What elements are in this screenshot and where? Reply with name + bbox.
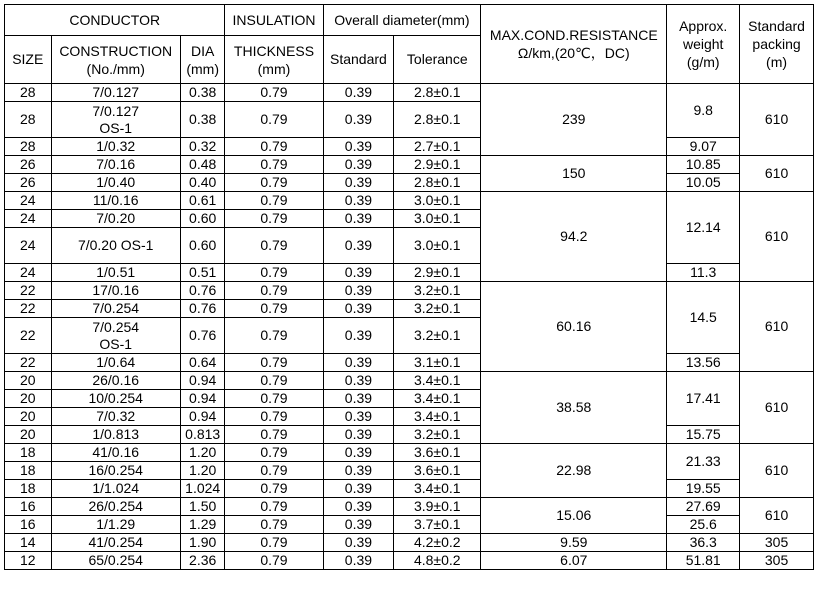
- size-cell: 20: [5, 372, 52, 390]
- thickness-cell: 0.79: [225, 480, 323, 498]
- tolerance-cell: 3.4±0.1: [394, 480, 481, 498]
- dia-cell: 1.20: [180, 462, 225, 480]
- size-cell: 18: [5, 480, 52, 498]
- dia-cell: 2.36: [180, 552, 225, 570]
- tolerance-cell: 3.7±0.1: [394, 516, 481, 534]
- standard-cell: 0.39: [323, 480, 394, 498]
- table-row: [5, 84, 814, 102]
- table-row: [5, 174, 814, 192]
- header-weight-line1: Approx.: [679, 18, 728, 34]
- construction-cell: 10/0.254: [51, 390, 180, 408]
- header-dia: [180, 36, 225, 84]
- header-standard: Standard: [323, 36, 394, 84]
- construction-cell: [51, 102, 180, 138]
- construction-cell: 41/0.16: [51, 444, 180, 462]
- size-cell: 24: [5, 192, 52, 210]
- weight-cell: 25.6: [667, 516, 740, 534]
- resistance-cell: 9.59: [481, 534, 667, 552]
- dia-cell: 0.60: [180, 228, 225, 264]
- standard-cell: 0.39: [323, 210, 394, 228]
- header-overall-diameter: Overall diameter(mm): [323, 5, 481, 36]
- dia-cell: 0.61: [180, 192, 225, 210]
- construction-cell: 17/0.16: [51, 282, 180, 300]
- header-packing: [740, 5, 814, 84]
- size-cell: 24: [5, 264, 52, 282]
- tolerance-cell: 2.8±0.1: [394, 102, 481, 138]
- header-tolerance: Tolerance: [394, 36, 481, 84]
- packing-cell: 610: [740, 444, 814, 498]
- standard-cell: 0.39: [323, 264, 394, 282]
- header-dia-line1: DIA: [191, 42, 215, 59]
- tolerance-cell: 3.4±0.1: [394, 390, 481, 408]
- standard-cell: 0.39: [323, 282, 394, 300]
- construction-line1: 7/0.127: [92, 102, 140, 119]
- packing-cell: 610: [740, 498, 814, 534]
- header-construction: [51, 36, 180, 84]
- weight-cell: 10.05: [667, 174, 740, 192]
- standard-cell: 0.39: [323, 318, 394, 354]
- size-cell: 28: [5, 84, 52, 102]
- dia-cell: 1.90: [180, 534, 225, 552]
- resistance-cell: 15.06: [481, 498, 667, 534]
- tolerance-cell: 3.2±0.1: [394, 318, 481, 354]
- thickness-cell: 0.79: [225, 372, 323, 390]
- thickness-cell: 0.79: [225, 264, 323, 282]
- tolerance-cell: 3.6±0.1: [394, 444, 481, 462]
- thickness-cell: 0.79: [225, 534, 323, 552]
- dia-cell: 0.94: [180, 372, 225, 390]
- size-cell: 28: [5, 102, 52, 138]
- size-cell: 20: [5, 408, 52, 426]
- tolerance-cell: 3.4±0.1: [394, 372, 481, 390]
- header-weight-line2: weight: [682, 36, 724, 52]
- dia-cell: 1.024: [180, 480, 225, 498]
- construction-cell: [51, 318, 180, 354]
- dia-cell: 0.48: [180, 156, 225, 174]
- size-cell: 20: [5, 390, 52, 408]
- tolerance-cell: 2.8±0.1: [394, 174, 481, 192]
- size-cell: 16: [5, 516, 52, 534]
- standard-cell: 0.39: [323, 228, 394, 264]
- tolerance-cell: 3.0±0.1: [394, 210, 481, 228]
- size-cell: 22: [5, 282, 52, 300]
- table-row: [5, 534, 814, 552]
- header-weight: [667, 5, 740, 84]
- dia-cell: 0.40: [180, 174, 225, 192]
- weight-cell: 13.56: [667, 354, 740, 372]
- thickness-cell: 0.79: [225, 462, 323, 480]
- tolerance-cell: 3.9±0.1: [394, 498, 481, 516]
- tolerance-cell: 4.8±0.2: [394, 552, 481, 570]
- standard-cell: 0.39: [323, 300, 394, 318]
- construction-cell: 41/0.254: [51, 534, 180, 552]
- header-thickness-line1: THICKNESS: [233, 42, 315, 59]
- size-cell: 26: [5, 174, 52, 192]
- wire-spec-table: [4, 4, 814, 570]
- size-cell: 18: [5, 444, 52, 462]
- table-row: [5, 552, 814, 570]
- weight-cell: 17.41: [667, 372, 740, 426]
- weight-cell: 9.8: [667, 84, 740, 138]
- table-row: [5, 156, 814, 174]
- tolerance-cell: 3.0±0.1: [394, 228, 481, 264]
- weight-cell: 10.85: [667, 156, 740, 174]
- thickness-cell: 0.79: [225, 192, 323, 210]
- table-row: [5, 138, 814, 156]
- construction-cell: 1/0.32: [51, 138, 180, 156]
- header-packing-line2: packing: [752, 36, 801, 52]
- construction-cell: 65/0.254: [51, 552, 180, 570]
- header-conductor: CONDUCTOR: [5, 5, 225, 36]
- construction-cell: 7/0.20 OS-1: [51, 228, 180, 264]
- construction-cell: 1/1.29: [51, 516, 180, 534]
- construction-line2: OS-1: [99, 119, 133, 136]
- header-resistance-line1: MAX.COND.RESISTANCE: [489, 27, 658, 43]
- standard-cell: 0.39: [323, 534, 394, 552]
- thickness-cell: 0.79: [225, 228, 323, 264]
- construction-line2: OS-1: [99, 335, 133, 352]
- header-resistance: [481, 5, 667, 84]
- size-cell: 12: [5, 552, 52, 570]
- header-thickness-line2: (mm): [257, 60, 291, 77]
- thickness-cell: 0.79: [225, 552, 323, 570]
- dia-cell: 1.29: [180, 516, 225, 534]
- header-construction-line1: CONSTRUCTION: [59, 42, 173, 59]
- dia-cell: 1.20: [180, 444, 225, 462]
- resistance-cell: 6.07: [481, 552, 667, 570]
- construction-cell: 7/0.254: [51, 300, 180, 318]
- header-packing-line1: Standard: [748, 18, 805, 34]
- standard-cell: 0.39: [323, 192, 394, 210]
- weight-cell: 15.75: [667, 426, 740, 444]
- header-resistance-line2: Ω/km,(20℃，DC): [517, 45, 630, 61]
- size-cell: 28: [5, 138, 52, 156]
- thickness-cell: 0.79: [225, 174, 323, 192]
- dia-cell: 0.64: [180, 354, 225, 372]
- thickness-cell: 0.79: [225, 156, 323, 174]
- standard-cell: 0.39: [323, 408, 394, 426]
- dia-cell: 0.60: [180, 210, 225, 228]
- tolerance-cell: 3.2±0.1: [394, 426, 481, 444]
- standard-cell: 0.39: [323, 516, 394, 534]
- table-row: [5, 372, 814, 390]
- packing-cell: 610: [740, 84, 814, 156]
- standard-cell: 0.39: [323, 444, 394, 462]
- header-dia-line2: (mm): [186, 60, 219, 77]
- construction-cell: 26/0.16: [51, 372, 180, 390]
- table-row: [5, 444, 814, 462]
- size-cell: 24: [5, 210, 52, 228]
- dia-cell: 0.76: [180, 300, 225, 318]
- weight-cell: 51.81: [667, 552, 740, 570]
- resistance-cell: 94.2: [481, 192, 667, 282]
- construction-cell: 11/0.16: [51, 192, 180, 210]
- thickness-cell: 0.79: [225, 408, 323, 426]
- dia-cell: 0.51: [180, 264, 225, 282]
- table-row: [5, 498, 814, 516]
- dia-cell: 0.38: [180, 102, 225, 138]
- weight-cell: 27.69: [667, 498, 740, 516]
- weight-cell: 12.14: [667, 192, 740, 264]
- thickness-cell: 0.79: [225, 102, 323, 138]
- tolerance-cell: 3.2±0.1: [394, 282, 481, 300]
- thickness-cell: 0.79: [225, 498, 323, 516]
- header-packing-line3: (m): [766, 54, 788, 70]
- header-construction-line2: (No./mm): [86, 60, 145, 77]
- standard-cell: 0.39: [323, 354, 394, 372]
- thickness-cell: 0.79: [225, 84, 323, 102]
- dia-cell: 0.76: [180, 282, 225, 300]
- construction-cell: 7/0.20: [51, 210, 180, 228]
- resistance-cell: 150: [481, 156, 667, 192]
- construction-cell: 7/0.127: [51, 84, 180, 102]
- construction-line1: 7/0.254: [92, 318, 140, 335]
- tolerance-cell: 3.4±0.1: [394, 408, 481, 426]
- header-thickness: [225, 36, 323, 84]
- standard-cell: 0.39: [323, 138, 394, 156]
- dia-cell: 0.813: [180, 426, 225, 444]
- construction-cell: 16/0.254: [51, 462, 180, 480]
- tolerance-cell: 4.2±0.2: [394, 534, 481, 552]
- tolerance-cell: 3.6±0.1: [394, 462, 481, 480]
- size-cell: 22: [5, 354, 52, 372]
- resistance-cell: 60.16: [481, 282, 667, 372]
- table-row: [5, 192, 814, 210]
- thickness-cell: 0.79: [225, 354, 323, 372]
- table-row: [5, 516, 814, 534]
- standard-cell: 0.39: [323, 156, 394, 174]
- weight-cell: 19.55: [667, 480, 740, 498]
- dia-cell: 0.32: [180, 138, 225, 156]
- construction-cell: 7/0.16: [51, 156, 180, 174]
- table-row: [5, 282, 814, 300]
- dia-cell: 0.94: [180, 408, 225, 426]
- thickness-cell: 0.79: [225, 426, 323, 444]
- thickness-cell: 0.79: [225, 282, 323, 300]
- size-cell: 20: [5, 426, 52, 444]
- construction-cell: 7/0.32: [51, 408, 180, 426]
- thickness-cell: 0.79: [225, 138, 323, 156]
- tolerance-cell: 2.7±0.1: [394, 138, 481, 156]
- packing-cell: 610: [740, 156, 814, 192]
- packing-cell: 305: [740, 534, 814, 552]
- construction-cell: 1/1.024: [51, 480, 180, 498]
- weight-cell: 14.5: [667, 282, 740, 354]
- construction-cell: 1/0.40: [51, 174, 180, 192]
- packing-cell: 610: [740, 372, 814, 444]
- header-insulation: INSULATION: [225, 5, 323, 36]
- tolerance-cell: 2.9±0.1: [394, 264, 481, 282]
- thickness-cell: 0.79: [225, 318, 323, 354]
- header-size: SIZE: [5, 36, 52, 84]
- thickness-cell: 0.79: [225, 300, 323, 318]
- table-row: [5, 426, 814, 444]
- table-row: [5, 264, 814, 282]
- standard-cell: 0.39: [323, 372, 394, 390]
- header-weight-line3: (g/m): [686, 54, 720, 70]
- standard-cell: 0.39: [323, 498, 394, 516]
- size-cell: 16: [5, 498, 52, 516]
- standard-cell: 0.39: [323, 390, 394, 408]
- standard-cell: 0.39: [323, 426, 394, 444]
- tolerance-cell: 3.2±0.1: [394, 300, 481, 318]
- weight-cell: 21.33: [667, 444, 740, 480]
- size-cell: 22: [5, 300, 52, 318]
- construction-cell: 1/0.813: [51, 426, 180, 444]
- tolerance-cell: 2.9±0.1: [394, 156, 481, 174]
- construction-cell: 1/0.64: [51, 354, 180, 372]
- size-cell: 26: [5, 156, 52, 174]
- resistance-cell: 22.98: [481, 444, 667, 498]
- dia-cell: 0.38: [180, 84, 225, 102]
- resistance-cell: 38.58: [481, 372, 667, 444]
- construction-cell: 26/0.254: [51, 498, 180, 516]
- thickness-cell: 0.79: [225, 516, 323, 534]
- size-cell: 24: [5, 228, 52, 264]
- packing-cell: 610: [740, 192, 814, 282]
- size-cell: 18: [5, 462, 52, 480]
- weight-cell: 11.3: [667, 264, 740, 282]
- weight-cell: 9.07: [667, 138, 740, 156]
- tolerance-cell: 3.0±0.1: [394, 192, 481, 210]
- thickness-cell: 0.79: [225, 210, 323, 228]
- standard-cell: 0.39: [323, 84, 394, 102]
- resistance-cell: 239: [481, 84, 667, 156]
- standard-cell: 0.39: [323, 552, 394, 570]
- weight-cell: 36.3: [667, 534, 740, 552]
- packing-cell: 610: [740, 282, 814, 372]
- table-row: [5, 354, 814, 372]
- tolerance-cell: 3.1±0.1: [394, 354, 481, 372]
- standard-cell: 0.39: [323, 102, 394, 138]
- dia-cell: 0.94: [180, 390, 225, 408]
- size-cell: 22: [5, 318, 52, 354]
- packing-cell: 305: [740, 552, 814, 570]
- tolerance-cell: 2.8±0.1: [394, 84, 481, 102]
- standard-cell: 0.39: [323, 174, 394, 192]
- dia-cell: 0.76: [180, 318, 225, 354]
- table-row: [5, 480, 814, 498]
- standard-cell: 0.39: [323, 462, 394, 480]
- construction-cell: 1/0.51: [51, 264, 180, 282]
- size-cell: 14: [5, 534, 52, 552]
- thickness-cell: 0.79: [225, 390, 323, 408]
- thickness-cell: 0.79: [225, 444, 323, 462]
- dia-cell: 1.50: [180, 498, 225, 516]
